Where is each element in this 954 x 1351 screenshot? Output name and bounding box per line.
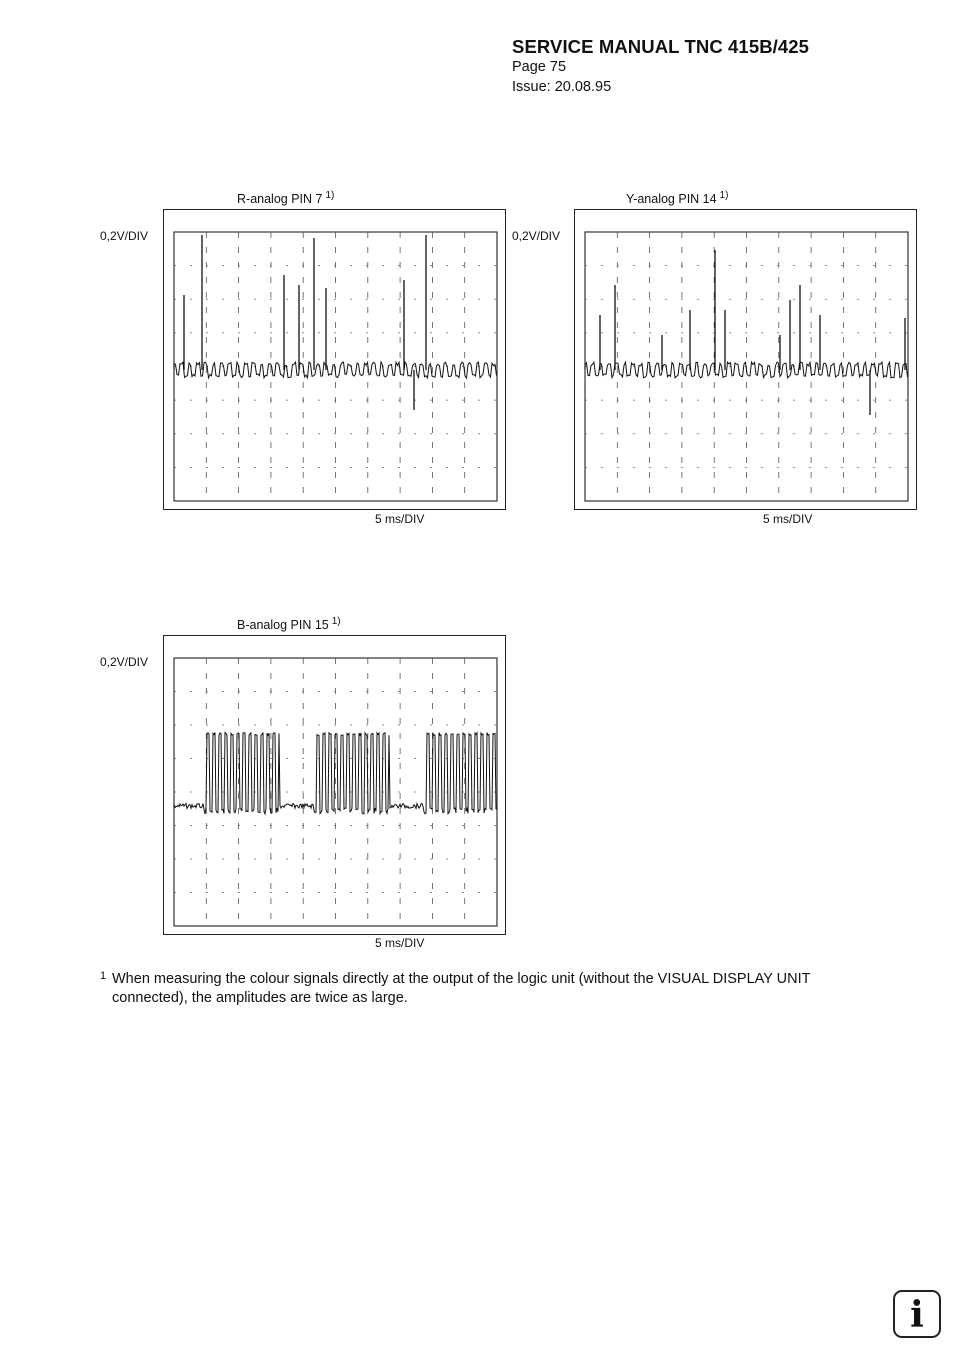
scope-r-caption-text: R-analog PIN 7	[237, 192, 323, 206]
scope-b-trace	[164, 636, 507, 936]
info-icon	[893, 1290, 941, 1338]
scope-r-trace	[164, 210, 507, 511]
issue-date: Issue: 20.08.95	[512, 79, 612, 95]
manual-title: SERVICE MANUAL TNC 415B/425	[512, 36, 810, 57]
scope-y-caption-text: Y-analog PIN 14	[626, 192, 717, 206]
scope-y-trace	[575, 210, 918, 511]
scope-b-volts-per-div: 0,2V/DIV	[100, 655, 149, 669]
scope-b-caption-text: B-analog PIN 15	[237, 618, 329, 632]
footnote-mark: 1	[100, 970, 107, 982]
scope-b-time-per-div: 5 ms/DIV	[375, 936, 425, 950]
scope-b-screen	[163, 635, 506, 935]
scope-y-caption	[626, 192, 728, 206]
scope-r-footnote-ref: 1)	[325, 190, 335, 201]
scope-y-volts-per-div: 0,2V/DIV	[512, 229, 561, 243]
scope-r-volts-per-div: 0,2V/DIV	[100, 229, 149, 243]
scope-r-caption	[237, 192, 334, 206]
scope-b-caption	[237, 618, 341, 632]
scope-b-footnote-ref: 1)	[331, 616, 341, 627]
page-number: Page 75	[512, 59, 567, 75]
footnote-text: When measuring the colour signals directly at the output of the logic unit (without the VISUAL DISPLAY UNIT connected), the amplitudes are twice as large.	[112, 971, 811, 1006]
scope-y-time-per-div: 5 ms/DIV	[763, 512, 813, 526]
scope-y-footnote-ref: 1)	[719, 190, 729, 201]
scope-r-screen	[163, 209, 506, 510]
scope-r-time-per-div: 5 ms/DIV	[375, 512, 425, 526]
footnote	[100, 970, 880, 1008]
scope-y-screen	[574, 209, 917, 510]
info-icon-glyph: i	[910, 1294, 924, 1336]
